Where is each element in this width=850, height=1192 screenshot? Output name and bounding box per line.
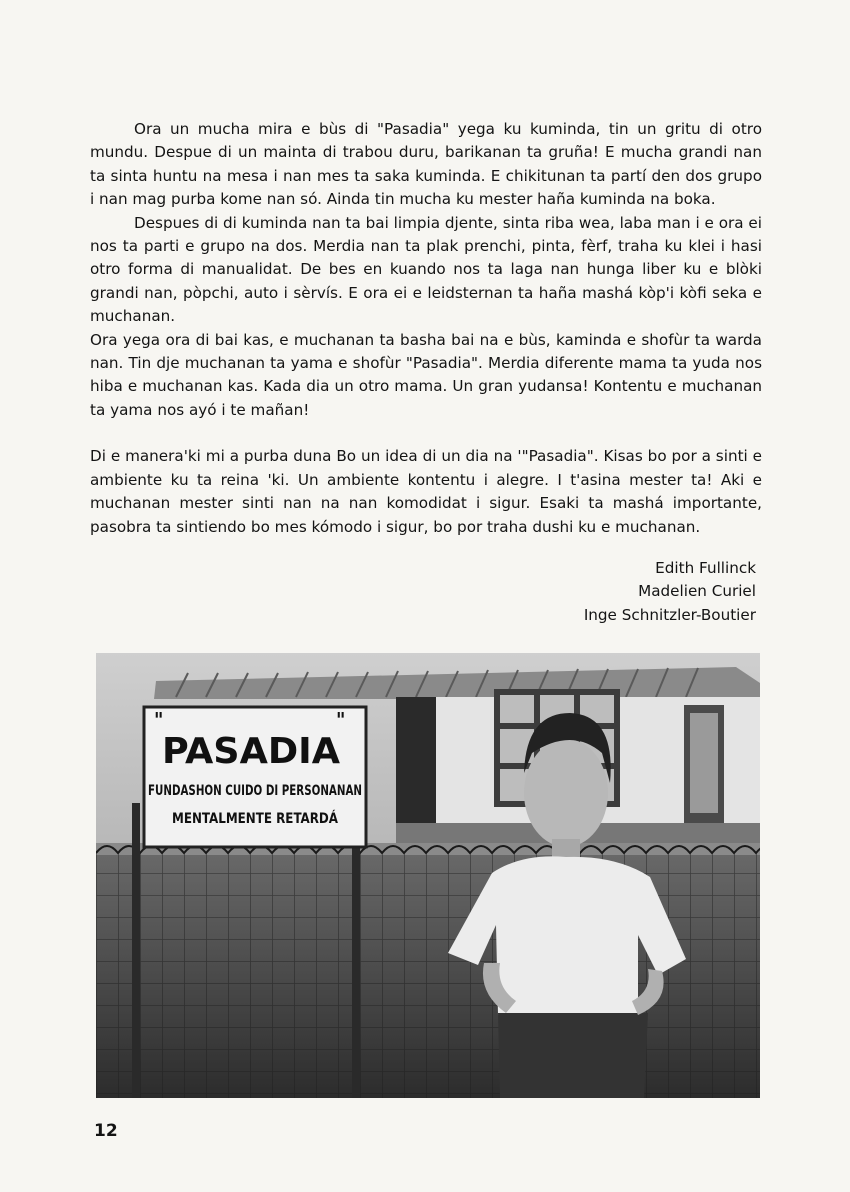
paragraph-1: Ora un mucha mira e bùs di "Pasadia" yega ku kuminda, tin un gritu di otro mundu. Despue di un mainta di trabou duru, barikanan ta gruña! E mucha grandi nan ta sinta huntu na mesa i nan mes ta saka kuminda. E chikitunan ta partí den dos grupo i nan mag purba kome nan só. Ainda tin mucha ku mester haña kuminda na boka. <box>90 120 762 209</box>
photograph-image <box>96 653 760 1098</box>
signature-block <box>584 557 756 627</box>
sign-title: PASADIA <box>162 731 340 772</box>
sign-line-1: FUNDASHON CUIDO DI PERSONANAN <box>148 783 362 799</box>
paragraph-2: Despues di di kuminda nan ta bai limpia djente, sinta riba wea, laba man i e ora ei nos ta parti e grupo na dos. Merdia nan ta plak prenchi, pinta, fèrf, traha ku klei i hasi otro forma di manualidat. De bes en kuando nos ta laga nan hunga liber ku e blòki grandi nan, pòpchi, auto i sèrvís. E ora ei e leidsternan ta haña mashá kòp'i kòfi seka e muchanan. <box>90 213 762 326</box>
paragraph-3: Ora yega ora di bai kas, e muchanan ta basha bai na e bùs, kaminda e shofùr ta warda nan. Tin dje muchanan ta yama e shofùr "Pasadia". Merdia diferente mama ta yuda nos hiba e muchanan kas. Kada dia un otro mama. Un gran yudansa! Kontentu e muchanan ta yama nos ayó i te mañan! <box>90 330 762 419</box>
signature-name: Madelien Curiel <box>638 582 756 601</box>
signature-name: Edith Fullinck <box>655 559 756 577</box>
svg-text:": " <box>154 708 164 732</box>
signature-name: Inge Schnitzler-Boutier <box>583 605 756 624</box>
body-text <box>90 118 762 539</box>
photograph <box>96 653 760 1098</box>
sign-line-2: MENTALMENTE RETARDÁ <box>172 811 348 827</box>
paragraph-4: Di e manera'ki mi a purba duna Bo un idea di un dia na '"Pasadia". Kisas bo por a sinti e ambiente ku ta reina 'ki. Un ambiente kontentu i alegre. I t'asina mester ta! Aki e muchanan mester sinti nan na nan komodidat i sigur. Esaki ta mashá importante, pasobra ta sintiendo bo mes kómodo i sigur, bo por traha dushi ku e muchanan. <box>90 447 762 536</box>
page-number: 12 <box>94 1121 118 1141</box>
svg-text:": " <box>336 708 346 732</box>
